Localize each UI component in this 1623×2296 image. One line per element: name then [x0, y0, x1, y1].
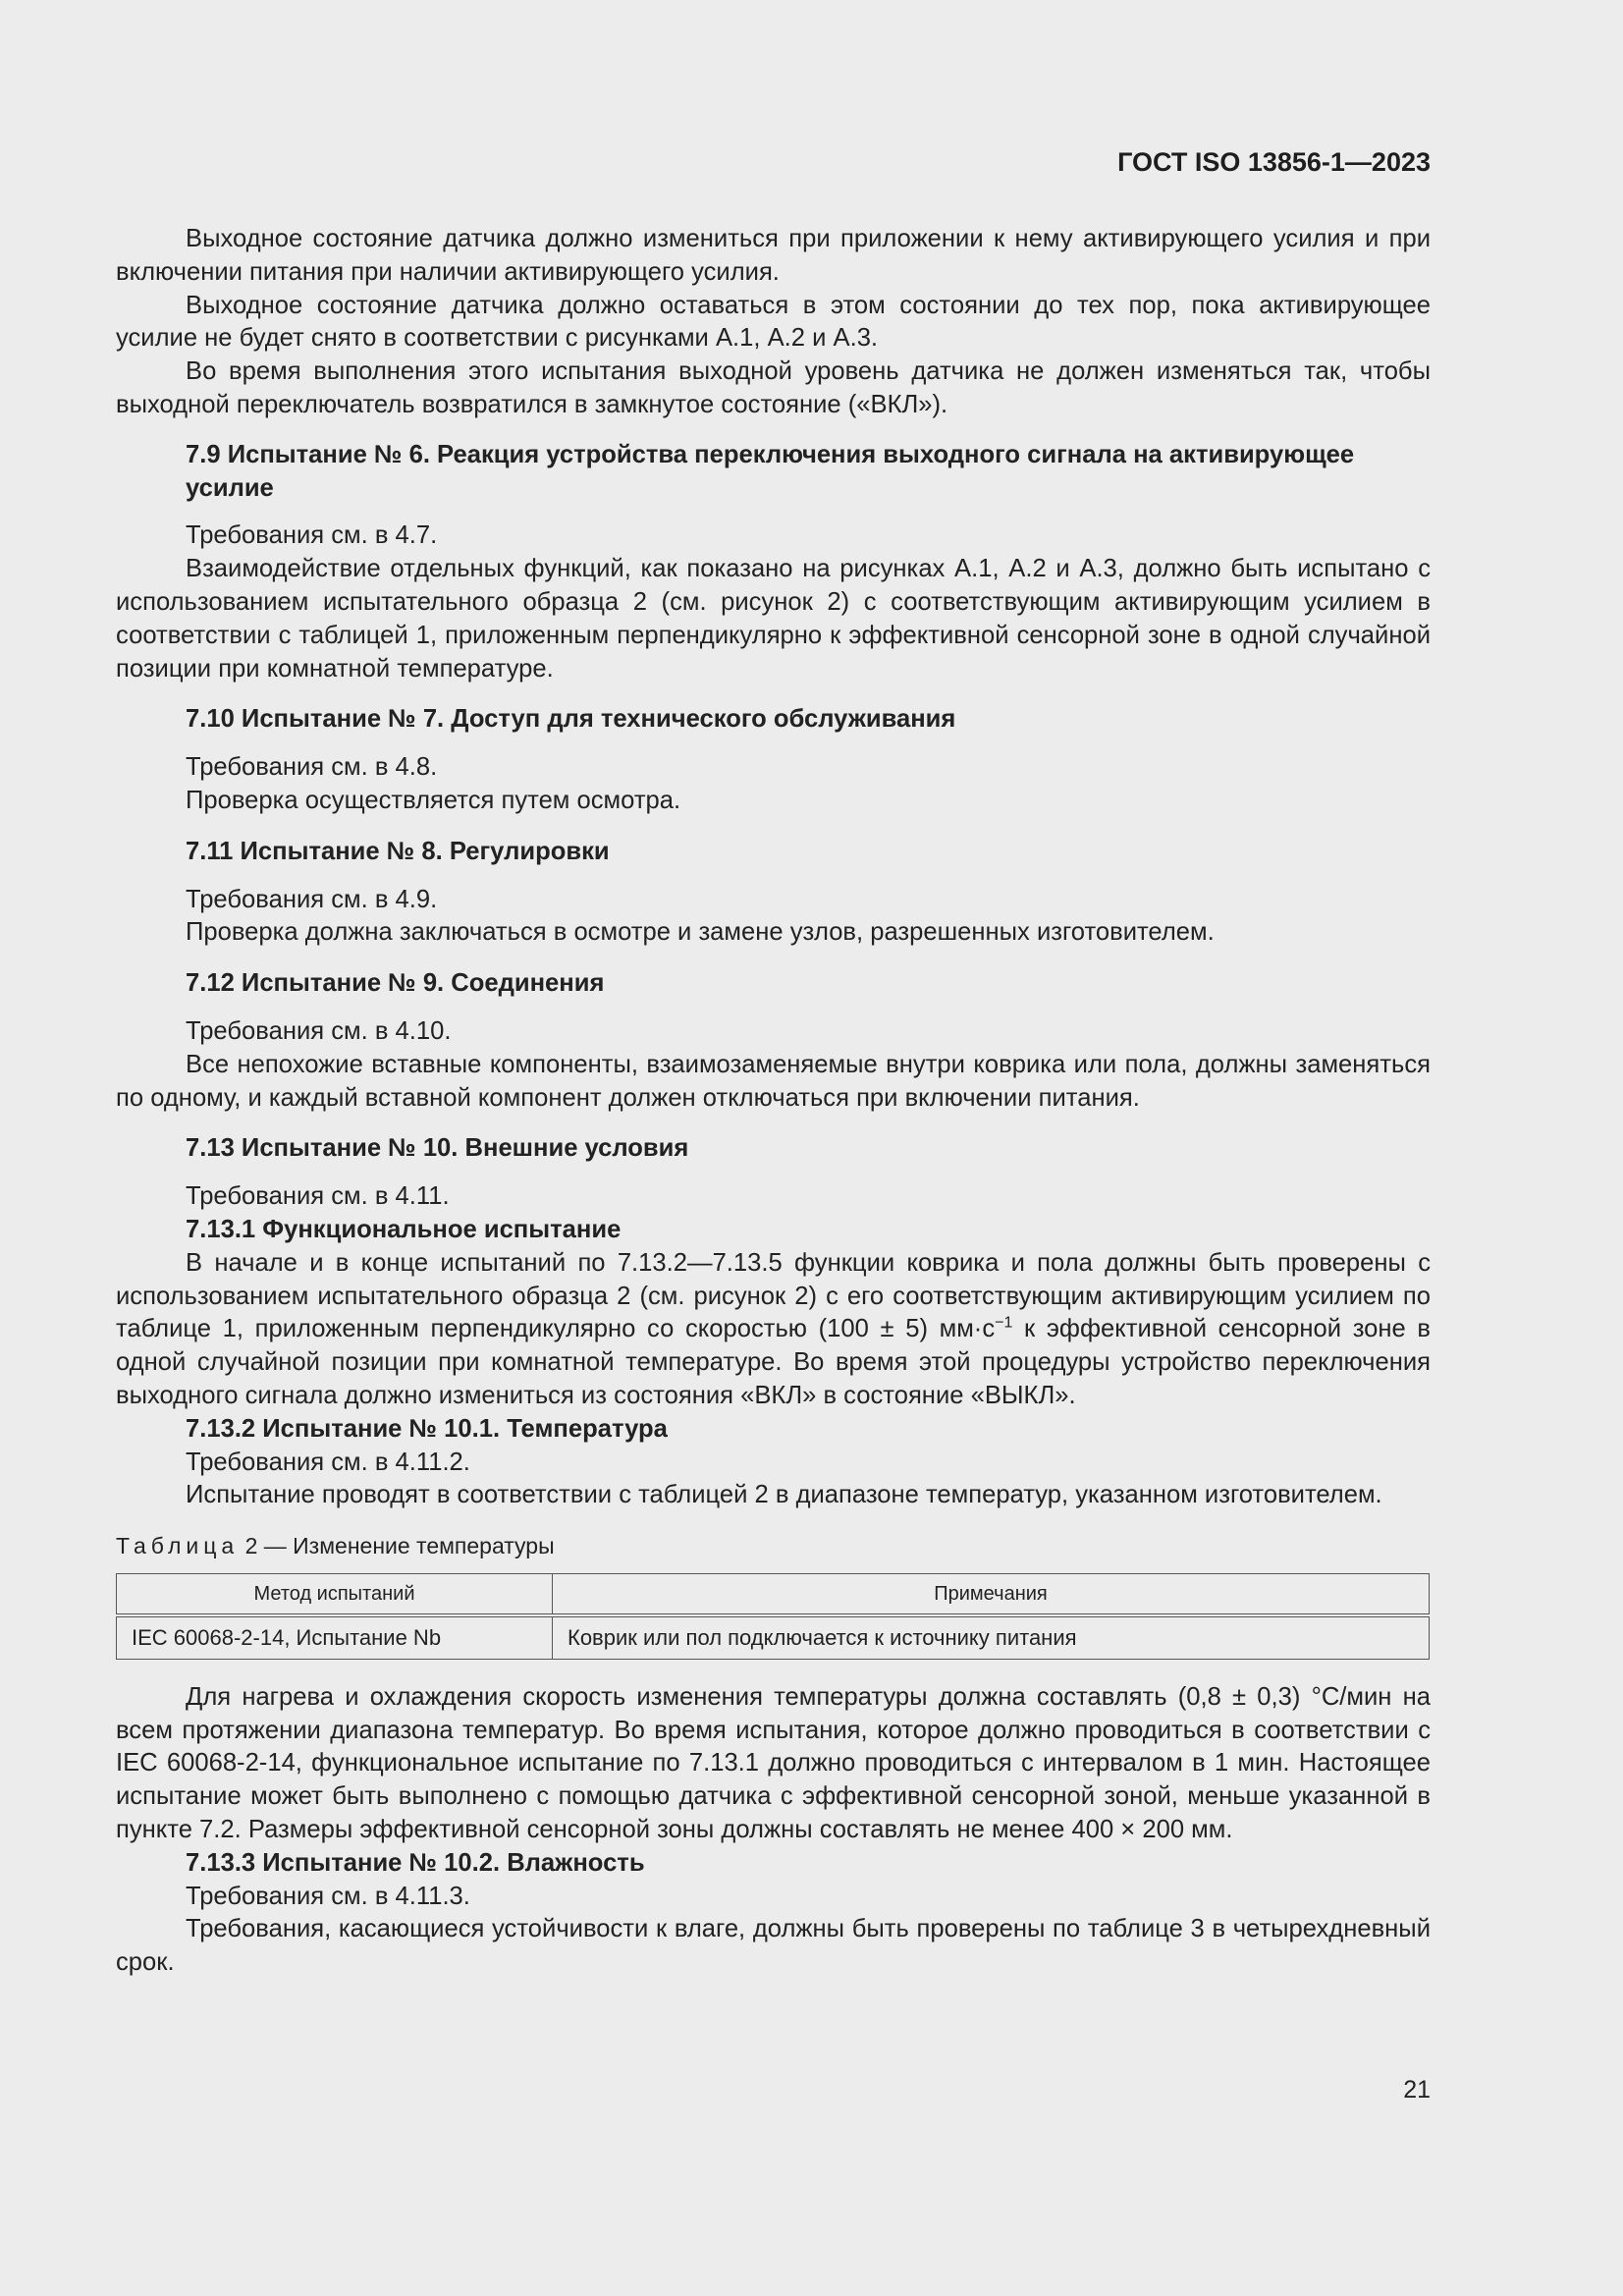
temperature-table: [116, 1573, 1430, 1660]
table-row: [117, 1615, 1430, 1660]
requirements-ref: Требования см. в 4.7.: [186, 521, 438, 550]
subsection-heading-7-13-2: 7.13.2 Испытание № 10.1. Температура: [186, 1414, 668, 1443]
column-header: Метод испытаний: [117, 1573, 553, 1615]
subsection-heading-7-13-1: 7.13.1 Функциональное испытание: [186, 1215, 622, 1243]
section-heading-7-11: 7.11 Испытание № 8. Регулировки: [186, 837, 610, 865]
table-caption: [116, 1530, 1431, 1563]
section-heading-7-13: 7.13 Испытание № 10. Внешние условия: [186, 1134, 689, 1163]
paragraph: Выходное состояние датчика должно измениться при приложении к нему активирующего усилия и при включении питания при наличии активирующего усилия.: [116, 225, 1431, 286]
paragraph: Все непохожие вставные компоненты, взаимозаменяемые внутри коврика или пола, должны заменяться по одному, и каждый вставной компонент должен отключаться при включении питания.: [116, 1050, 1431, 1112]
table-cell: Коврик или пол подключается к источнику питания: [553, 1615, 1430, 1660]
document-body: [116, 223, 1431, 1980]
document-code-header: ГОСТ ISO 13856-1—2023: [1117, 147, 1431, 177]
table-caption-word: Таблица: [116, 1533, 240, 1559]
table-caption-title: 2 — Изменение температуры: [244, 1533, 555, 1559]
subsection-heading-7-13-3: 7.13.3 Испытание № 10.2. Влажность: [186, 1848, 645, 1877]
requirements-ref: Требования см. в 4.11.2.: [186, 1448, 470, 1476]
text-run: В начале и в конце испытаний по 7.13.2—7.13.5 функции коврика и пола должны быть проверены с использованием испытательного образца 2 (см. рисунок 2) с его соответствующим активирующим усилием по таблице 1, приложенным перпендикулярно со скоростью (100 ± 5) мм·с: [116, 1248, 1431, 1343]
paragraph: Испытание проводят в соответствии с таблицей 2 в диапазоне температур, указанном изготовителем.: [186, 1481, 1382, 1509]
paragraph: Требования, касающиеся устойчивости к влаге, должны быть проверены по таблице 3 в четырехдневный срок.: [116, 1915, 1431, 1977]
table-header-row: [117, 1573, 1430, 1615]
requirements-ref: Требования см. в 4.11.: [186, 1182, 450, 1211]
section-heading-7-10: 7.10 Испытание № 7. Доступ для технического обслуживания: [186, 705, 956, 734]
paragraph: Для нагрева и охлаждения скорость изменения температуры должна составлять (0,8 ± 0,3) °С/мин на всем протяжении диапазона температур. Во время испытания, которое должно проводиться в соответствии с IEC 60068-2-14, функциональное испытание по 7.13.1 должно проводиться с интервалом в 1 мин. Настоящее испытание может быть выполнено с помощью датчика с эффективной сенсорной зоной, меньше указанной в пункте 7.2. Размеры эффективной сенсорной зоны должны составлять не менее 400 × 200 мм.: [116, 1682, 1431, 1844]
paragraph: Взаимодействие отдельных функций, как показано на рисунках А.1, А.2 и А.3, должно быть испытано с использованием испытательного образца 2 (см. рисунок 2) с соответствующим активирующим усилием в соответствии с таблицей 1, приложенным перпендикулярно к эффективной сенсорной зоне в одной случайной позиции при комнатной температуре.: [116, 555, 1431, 683]
section-heading-7-12: 7.12 Испытание № 9. Соединения: [186, 969, 605, 998]
page-number: 21: [1403, 2076, 1431, 2104]
paragraph: Проверка должна заключаться в осмотре и замене узлов, разрешенных изготовителем.: [186, 918, 1215, 947]
requirements-ref: Требования см. в 4.8.: [186, 753, 438, 782]
requirements-ref: Требования см. в 4.9.: [186, 885, 438, 913]
table-cell: IEC 60068-2-14, Испытание Nb: [117, 1615, 553, 1660]
paragraph: Выходное состояние датчика должно оставаться в этом состоянии до тех пор, пока активирующее усилие не будет снято в соответствии с рисунками А.1, А.2 и А.3.: [116, 291, 1431, 353]
superscript: −1: [995, 1314, 1013, 1332]
column-header: Примечания: [553, 1573, 1430, 1615]
paragraph: [116, 1247, 1431, 1413]
paragraph: Проверка осуществляется путем осмотра.: [186, 786, 681, 814]
requirements-ref: Требования см. в 4.10.: [186, 1016, 452, 1045]
paragraph: Во время выполнения этого испытания выходной уровень датчика не должен изменяться так, чтобы выходной переключатель возвратился в замкнутое состояние («ВКЛ»).: [116, 357, 1431, 418]
requirements-ref: Требования см. в 4.11.3.: [186, 1882, 470, 1910]
section-heading-7-9: 7.9 Испытание № 6. Реакция устройства переключения выходного сигнала на активирующее усилие: [186, 440, 1355, 502]
text-run: к эффективной сенсорной зоне в одной случайной позиции при комнатной температуре. Во время этой процедуры устройство переключения выходного сигнала должно измениться из состояния «ВКЛ» в состояние «ВЫКЛ».: [116, 1315, 1431, 1409]
